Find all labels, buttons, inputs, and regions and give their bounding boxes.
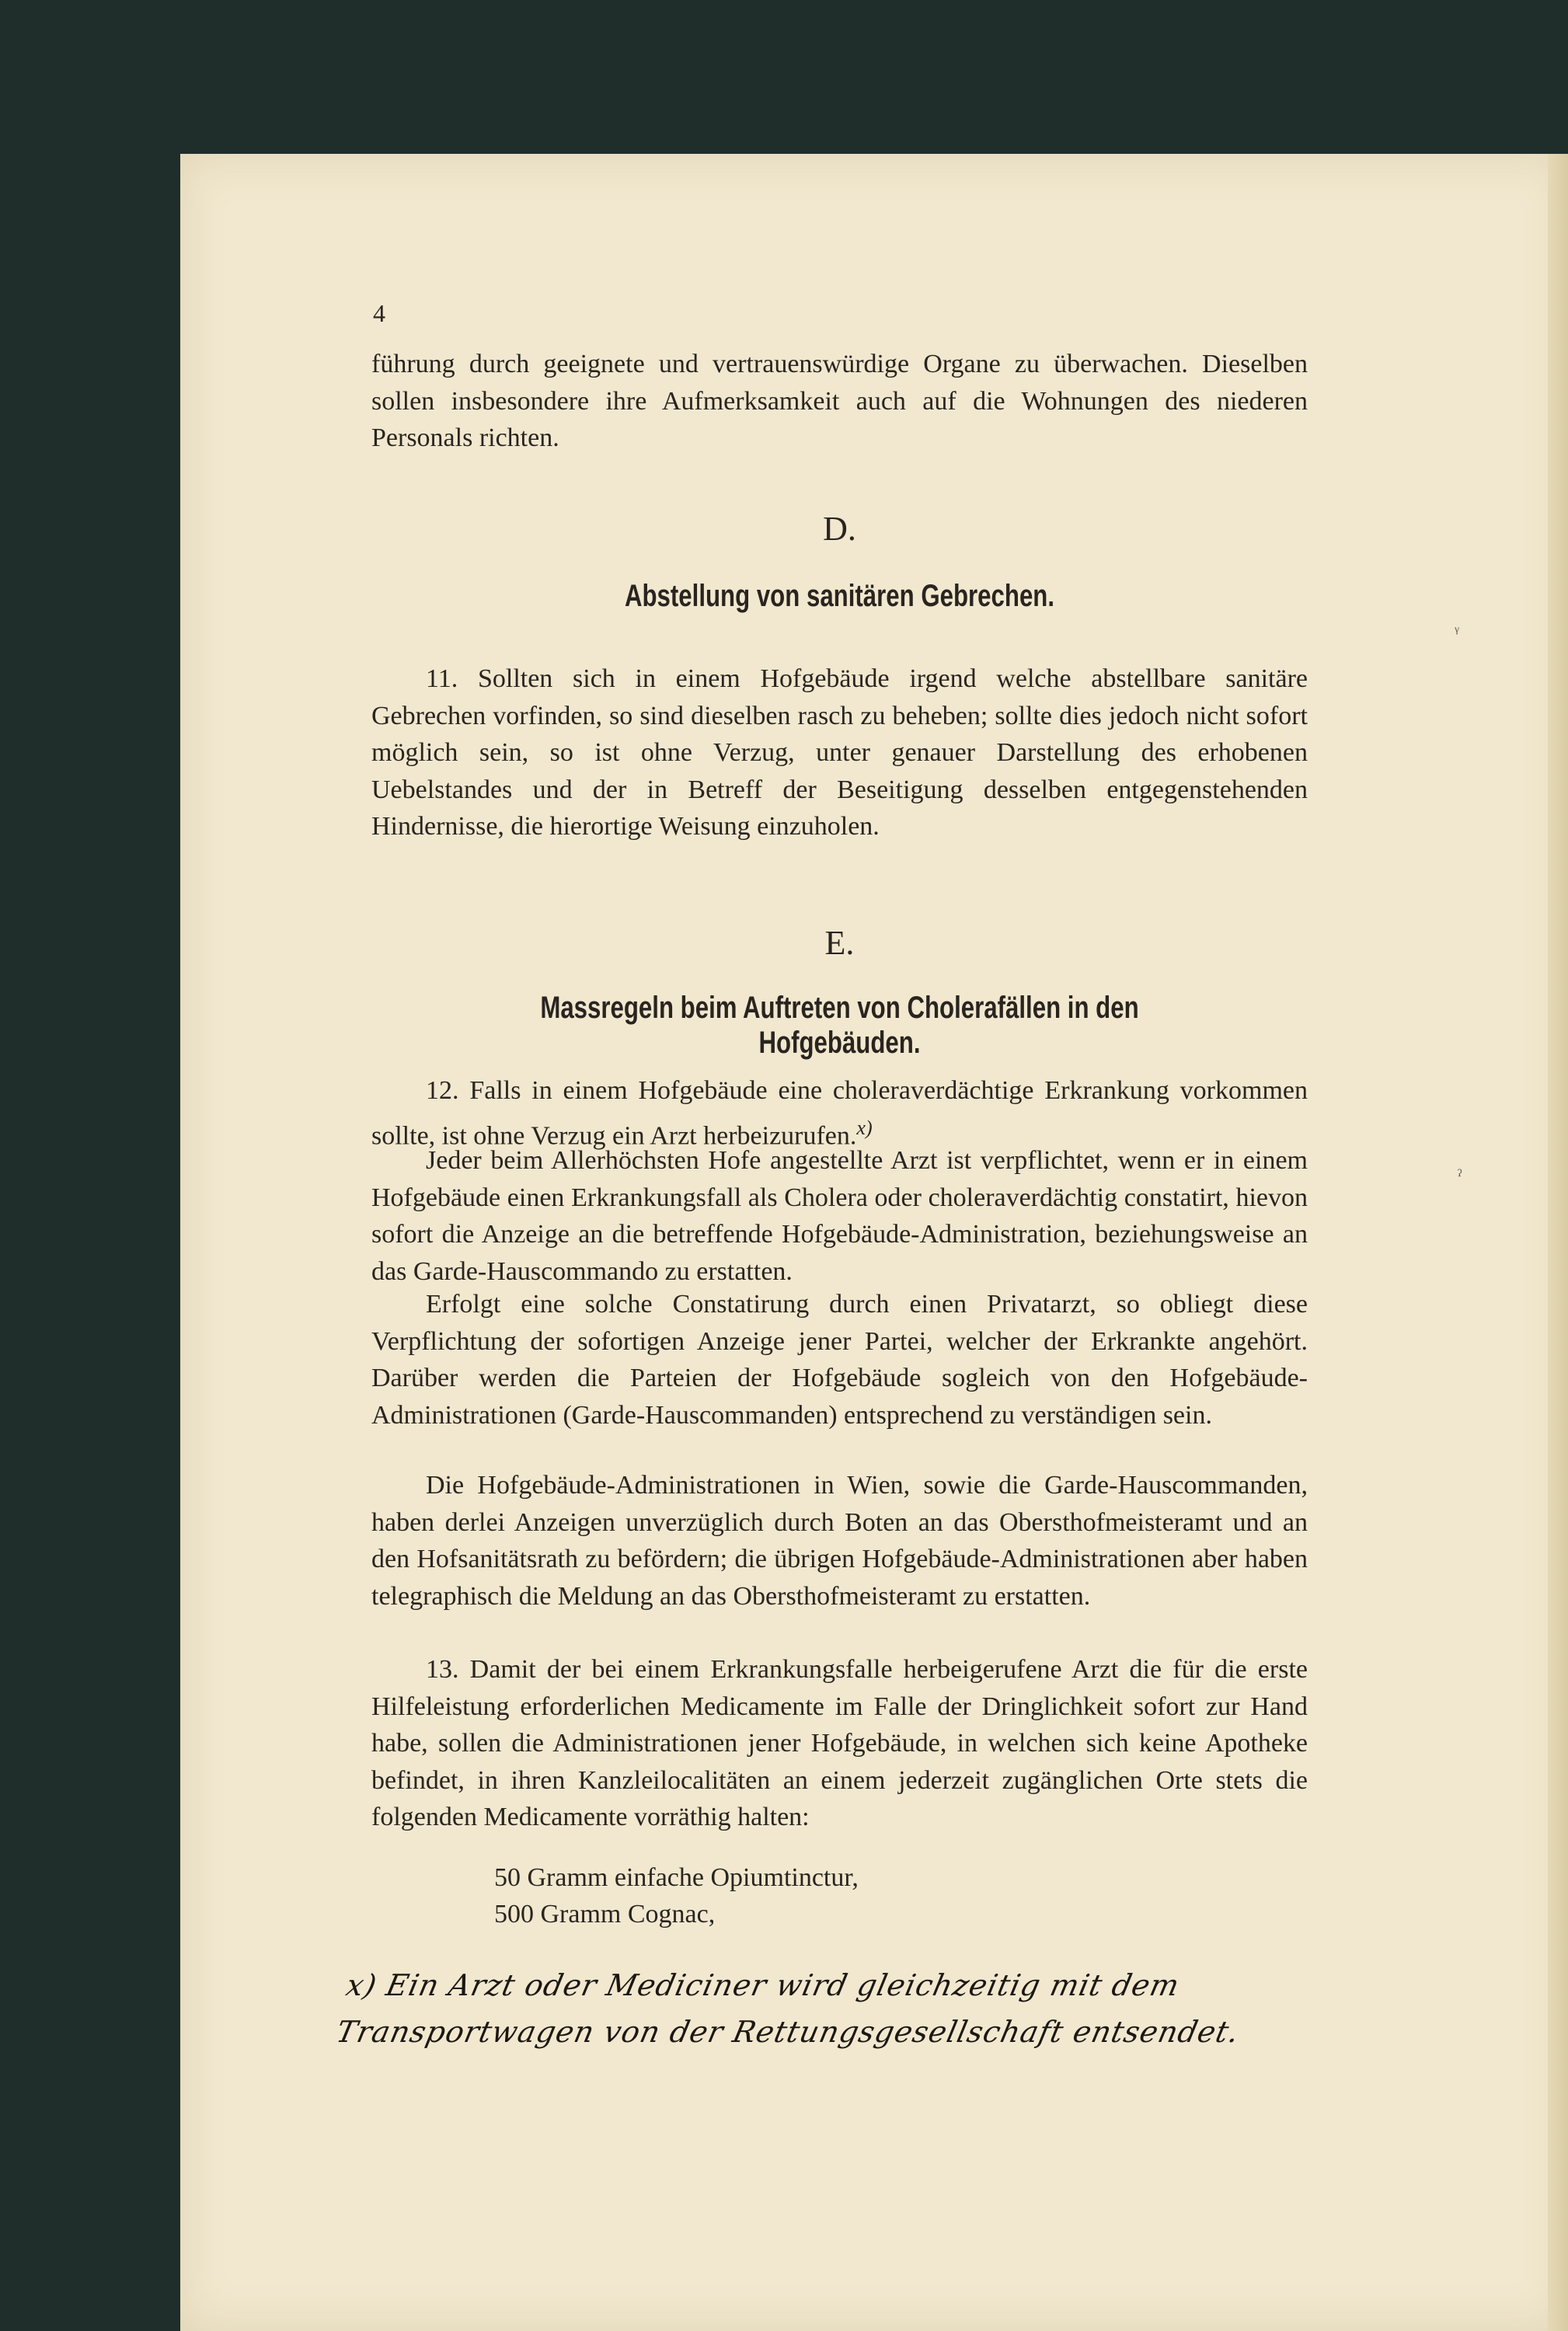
paragraph-11: 11. Sollten sich in einem Hofgebäude irgend welche abstellbare sanitäre Gebrechen vorfinden, so sind dieselben rasch zu beheben; sollte dies jedoch nicht sofort möglich sein, so ist ohne Verzug, unter genauer Darstellung des erhobenen Uebelstandes und der in Betreff der Beseitigung desselben entgegenstehenden Hindernisse, die hierortige Weisung einzuholen.	[371, 664, 1308, 841]
paragraph-12-d: Die Hofgebäude-Administrationen in Wien, sowie die Garde-Hauscommanden, haben derlei Anzeigen unverzüglich durch Boten an das Obersthofmeisteramt und an den Hofsanitätsrath zu befördern; die übrigen Hofgebäude-Administrationen aber haben telegraphisch die Meldung an das Obersthofmeisteramt zu erstatten.	[371, 1471, 1308, 1611]
medicament-item: 500 Gramm Cognac,	[494, 1900, 716, 1929]
section-e-title: Massregeln beim Auftreten von Cholerafällen in den Hofgebäuden.	[540, 991, 1139, 1060]
paragraph-12-c: Erfolgt eine solche Constatirung durch einen Privatarzt, so obliegt diese Verpflichtung der sofortigen Anzeige jener Partei, welcher der Erkrankte angehört. Darüber werden die Parteien der Hofgebäude sogleich von den Hofgebäude-Administrationen (Garde-Hauscommanden) entsprechend zu verständigen sein.	[371, 1290, 1308, 1430]
page-number: 4	[373, 299, 385, 327]
handwritten-footnote: x) Ein Arzt oder Mediciner wird gleichzeitig mit dem Transportwagen von der Rettungsgesellschaft entsendet.	[333, 1968, 1243, 2049]
margin-mark: ˀ	[1458, 1166, 1462, 1185]
section-d-letter: D.	[823, 510, 856, 548]
medicament-item: 50 Gramm einfache Opiumtinctur,	[494, 1863, 859, 1892]
paragraph-12-b: Jeder beim Allerhöchsten Hofe angestellte Arzt ist verpflichtet, wenn er in einem Hofgebäude einen Erkrankungsfall als Cholera oder choleraverdächtig constatirt, hievon sofort die Anzeige an die betreffende Hofgebäude-Administration, beziehungsweise an das Garde-Hauscommando zu erstatten.	[371, 1146, 1308, 1286]
section-d-title: Abstellung von sanitären Gebrechen.	[624, 579, 1055, 613]
footnote-marker: x)	[856, 1116, 873, 1139]
intro-paragraph: führung durch geeignete und vertrauenswürdige Organe zu überwachen. Dieselben sollen insbesondere ihre Aufmerksamkeit auch auf die Wohnungen des niederen Personals richten.	[371, 350, 1308, 452]
page-edge	[1548, 154, 1568, 2331]
margin-mark: ᵞ	[1455, 622, 1459, 641]
paragraph-13: 13. Damit der bei einem Erkrankungsfalle herbeigerufene Arzt die für die erste Hilfeleistung erforderlichen Medicamente im Falle der Dringlichkeit sofort zur Hand habe, sollen die Administrationen jener Hofgebäude, in welchen sich keine Apotheke befindet, in ihren Kanzleilocalitäten an einem jederzeit zugänglichen Orte stets die folgenden Medicamente vorräthig halten:	[371, 1655, 1308, 1831]
paragraph-12-text: 12. Falls in einem Hofgebäude eine choleraverdächtige Erkrankung vorkommen sollte, ist ohne Verzug ein Arzt herbeizurufen.	[371, 1076, 1308, 1150]
section-e-letter: E.	[824, 924, 855, 962]
